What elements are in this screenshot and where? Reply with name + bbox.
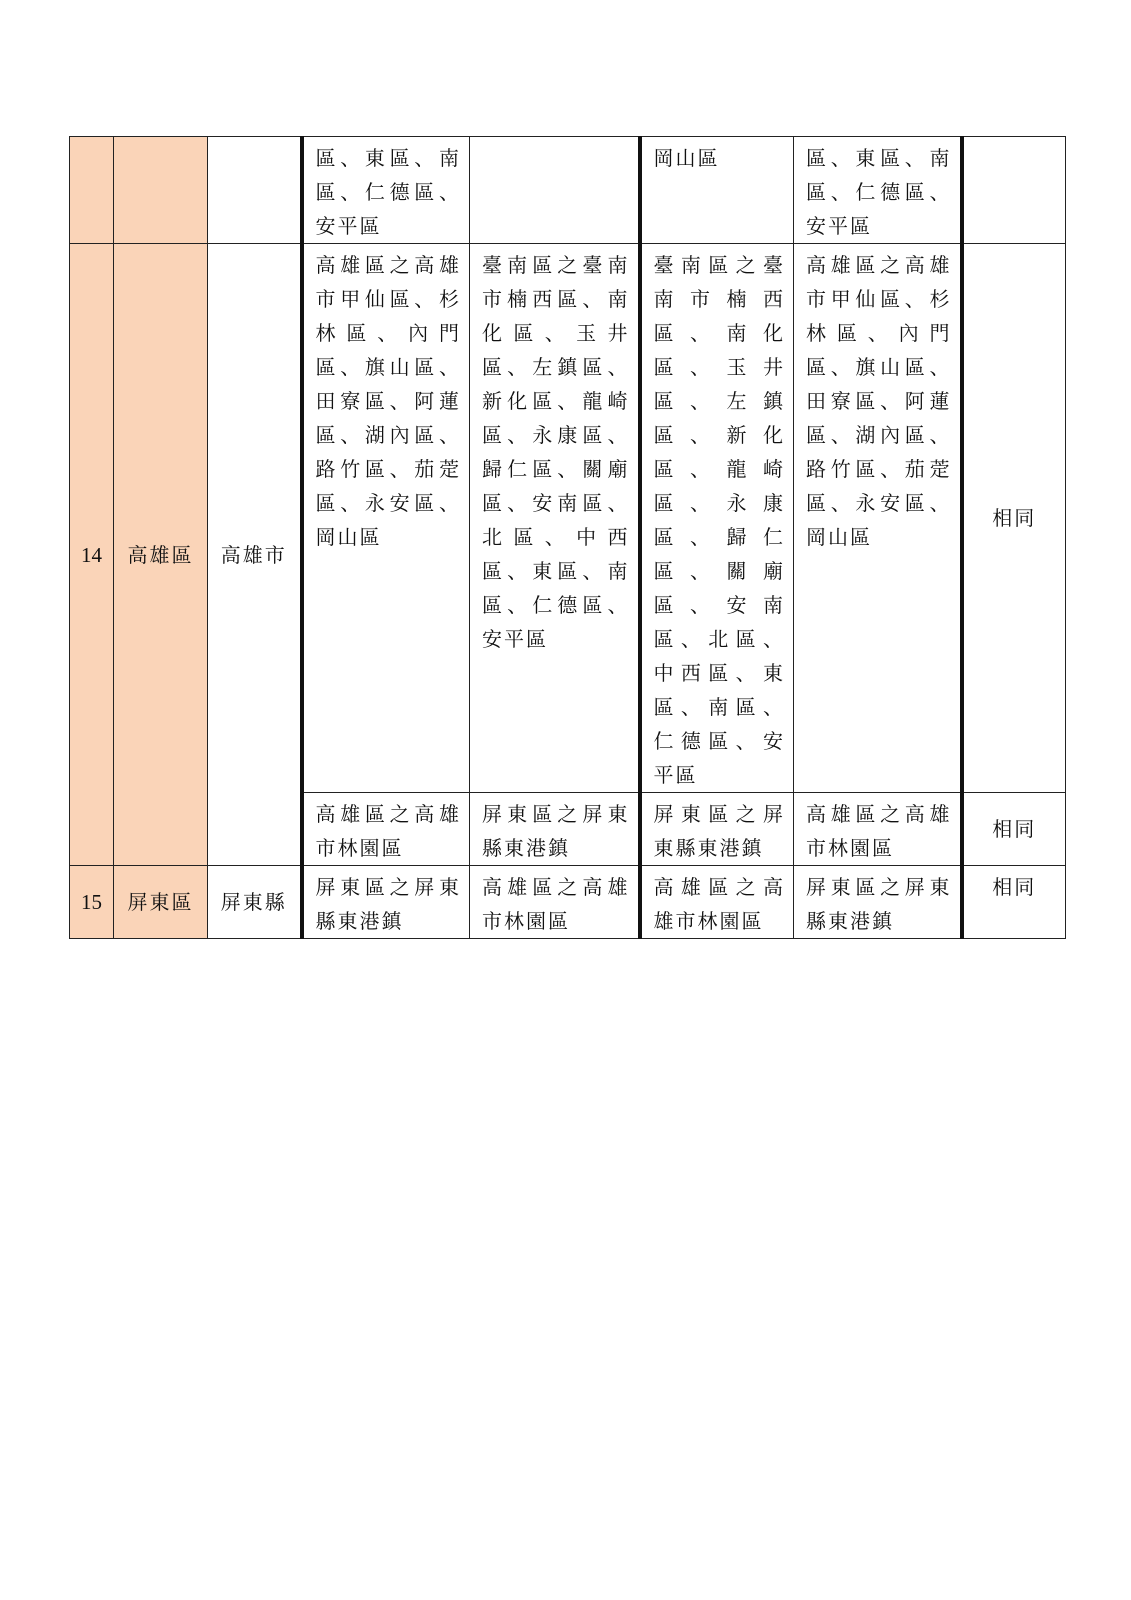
city-cell	[208, 137, 302, 244]
col-d-cell: 屏東區之屏東縣東港鎮	[794, 866, 962, 939]
table-row	[70, 137, 1066, 244]
col-a-cell: 區、東區、南區、仁德區、安平區	[302, 137, 470, 244]
col-a-cell: 屏東區之屏東縣東港鎮	[302, 866, 470, 939]
table-row	[70, 866, 1066, 939]
table-row	[70, 244, 1066, 793]
col-c-cell: 高雄區之高雄市林園區	[640, 866, 794, 939]
col-d-cell: 高雄區之高雄市林園區	[794, 793, 962, 866]
col-b-cell: 臺南區之臺南市楠西區、南化區、玉井區、左鎮區、新化區、龍崎區、永康區、歸仁區、關廟區、安南區、北區、中西區、東區、南區、仁德區、安平區	[470, 244, 640, 793]
col-c-cell: 屏東區之屏東縣東港鎮	[640, 793, 794, 866]
col-d-cell: 區、東區、南區、仁德區、安平區	[794, 137, 962, 244]
city-cell: 高雄市	[208, 244, 302, 866]
region-cell	[114, 137, 208, 244]
result-cell: 相同	[962, 866, 1066, 939]
col-b-cell	[470, 137, 640, 244]
col-b-cell: 屏東區之屏東縣東港鎮	[470, 793, 640, 866]
col-b-cell: 高雄區之高雄市林園區	[470, 866, 640, 939]
col-d-cell: 高雄區之高雄市甲仙區、杉林區、內門區、旗山區、田寮區、阿蓮區、湖內區、路竹區、茄萣區、永安區、岡山區	[794, 244, 962, 793]
region-comparison-table	[69, 136, 1066, 939]
city-cell: 屏東縣	[208, 866, 302, 939]
row-number-cell	[70, 137, 114, 244]
col-c-cell: 岡山區	[640, 137, 794, 244]
result-cell	[962, 137, 1066, 244]
row-number-cell: 15	[70, 866, 114, 939]
result-cell: 相同	[962, 793, 1066, 866]
col-a-cell: 高雄區之高雄市甲仙區、杉林區、內門區、旗山區、田寮區、阿蓮區、湖內區、路竹區、茄萣區、永安區、岡山區	[302, 244, 470, 793]
col-a-cell: 高雄區之高雄市林園區	[302, 793, 470, 866]
col-c-cell: 臺南區之臺南市楠西區、南化區、玉井區、左鎮區、新化區、龍崎區、永康區、歸仁區、關廟區、安南區、北區、中西區、東區、南區、仁德區、安平區	[640, 244, 794, 793]
region-cell: 屏東區	[114, 866, 208, 939]
region-cell: 高雄區	[114, 244, 208, 866]
result-cell: 相同	[962, 244, 1066, 793]
row-number-cell: 14	[70, 244, 114, 866]
